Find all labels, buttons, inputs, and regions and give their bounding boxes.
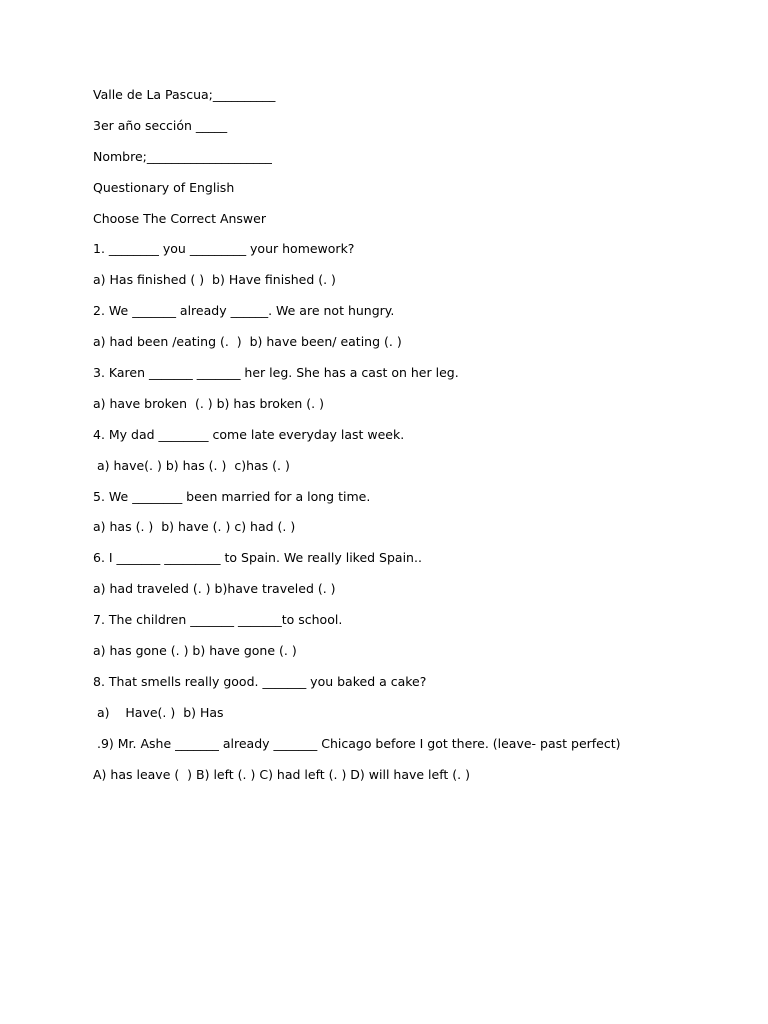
question-5: 5. We ________ been married for a long time. <box>93 488 371 504</box>
question-6: 6. I _______ _________ to Spain. We really liked Spain.. <box>93 550 422 566</box>
worksheet-title: Questionary of English <box>93 179 235 195</box>
question-1: 1. ________ you _________ your homework? <box>93 241 355 257</box>
question-5-options: a) has (. ) b) have (. ) c) had (. ) <box>93 519 296 535</box>
question-7-options: a) has gone (. ) b) have gone (. ) <box>93 643 297 659</box>
question-9-options: A) has leave ( ) B) left (. ) C) had left (. ) D) will have left (. ) <box>93 766 470 782</box>
question-2-options: a) had been /eating (. ) b) have been/ eating (. ) <box>93 334 402 350</box>
question-2: 2. We _______ already ______. We are not hungry. <box>93 303 395 319</box>
worksheet-body <box>93 86 733 796</box>
worksheet-instructions: Choose The Correct Answer <box>93 210 266 226</box>
question-4-options: a) have(. ) b) has (. ) c)has (. ) <box>93 457 290 473</box>
question-8: 8. That smells really good. _______ you baked a cake? <box>93 673 427 689</box>
question-9: .9) Mr. Ashe _______ already _______ Chicago before I got there. (leave- past perfect) <box>93 735 621 751</box>
question-8-options: a) Have(. ) b) Has <box>93 704 224 720</box>
question-7: 7. The children _______ _______to school. <box>93 612 343 628</box>
question-3: 3. Karen _______ _______ her leg. She has a cast on her leg. <box>93 365 459 381</box>
student-name-line: Nombre;____________________ <box>93 148 272 164</box>
grade-section-line: 3er año sección _____ <box>93 117 228 133</box>
school-location-line: Valle de La Pascua;__________ <box>93 87 276 102</box>
question-6-options: a) had traveled (. ) b)have traveled (. ) <box>93 581 336 597</box>
question-1-options: a) Has finished ( ) b) Have finished (. ) <box>93 272 336 288</box>
question-4: 4. My dad ________ come late everyday last week. <box>93 426 405 442</box>
question-3-options: a) have broken (. ) b) has broken (. ) <box>93 395 325 411</box>
